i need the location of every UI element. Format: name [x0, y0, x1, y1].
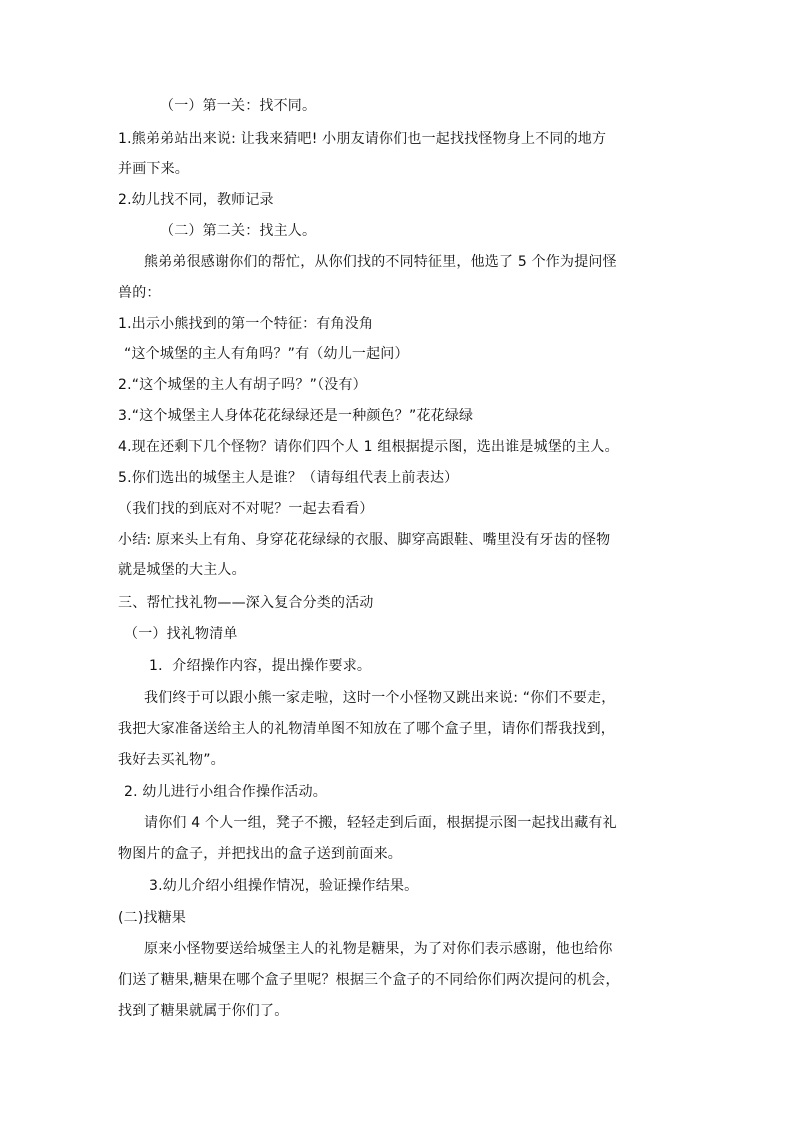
- paragraph-line: 兽的：: [118, 285, 161, 301]
- list-item: 2. 幼儿进行小组合作操作活动。: [124, 784, 328, 800]
- subsection-heading: （一）找礼物清单: [124, 626, 238, 642]
- list-item: 3.幼儿介绍小组操作情况，验证操作结果。: [149, 878, 419, 894]
- list-item: 1．介绍操作内容，提出操作要求。: [149, 658, 372, 674]
- heading-level-two: （二）第二关：找主人。: [160, 223, 317, 239]
- paragraph-line: 我把大家准备送给主人的礼物清单图不知放在了哪个盒子里，请你们帮我找到，: [118, 721, 615, 737]
- summary-line: 小结: 原来头上有角、身穿花花绿绿的衣服、脚穿高跟鞋、嘴里没有牙齿的怪物: [118, 532, 611, 548]
- list-item: 5.你们选出的城堡主人是谁？（请每组代表上前表达）: [118, 470, 459, 486]
- paragraph-line: 请你们 4 个人一组，凳子不搬，轻轻走到后面，根据提示图一起找出藏有礼: [144, 815, 617, 831]
- paragraph-line: 我们终于可以跟小熊一家走啦，这时一个小怪物又跳出来说: “你们不要走，: [144, 690, 616, 706]
- paragraph-line: 我好去买礼物”。: [118, 752, 225, 768]
- list-item: 1.出示小熊找到的第一个特征：有角没角: [118, 316, 374, 332]
- list-item: 3.“这个城堡主人身体花花绿绿还是一种颜色？”花花绿绿: [118, 408, 474, 424]
- list-item: “这个城堡的主人有角吗？”有（幼儿一起问）: [124, 346, 409, 362]
- summary-line: 就是城堡的大主人。: [118, 562, 246, 578]
- heading-level-one: （一）第一关：找不同。: [160, 98, 317, 114]
- paragraph-line: 并画下来。: [118, 161, 189, 177]
- paragraph-line: 物图片的盒子，并把找出的盒子送到前面来。: [118, 846, 402, 862]
- paragraph-line: 熊弟弟很感谢你们的帮忙，从你们找的不同特征里，他选了 5 个作为提问怪: [144, 254, 617, 270]
- subsection-heading: (二)找糖果: [118, 910, 187, 926]
- paragraph-line: （我们找的到底对不对呢？一起去看看）: [118, 501, 374, 517]
- list-item: 4.现在还剩下几个怪物？请你们四个人 1 组根据提示图，选出谁是城堡的主人。: [118, 439, 619, 455]
- list-item: 2.“这个城堡的主人有胡子吗？”（没有）: [118, 377, 367, 393]
- section-heading: 三、帮忙找礼物——深入复合分类的活动: [118, 595, 374, 611]
- paragraph-line: 原来小怪物要送给城堡主人的礼物是糖果，为了对你们表示感谢，他也给你: [144, 941, 613, 957]
- paragraph-line: 1.熊弟弟站出来说: 让我来猜吧! 小朋友请你们也一起找找怪物身上不同的地方: [118, 131, 607, 147]
- paragraph-line: 们送了糖果,糖果在哪个盒子里呢？根据三个盒子的不同给你们两次提问的机会，: [118, 972, 620, 988]
- paragraph-line: 找到了糖果就属于你们了。: [118, 1003, 289, 1019]
- paragraph-line: 2.幼儿找不同，教师记录: [118, 192, 274, 208]
